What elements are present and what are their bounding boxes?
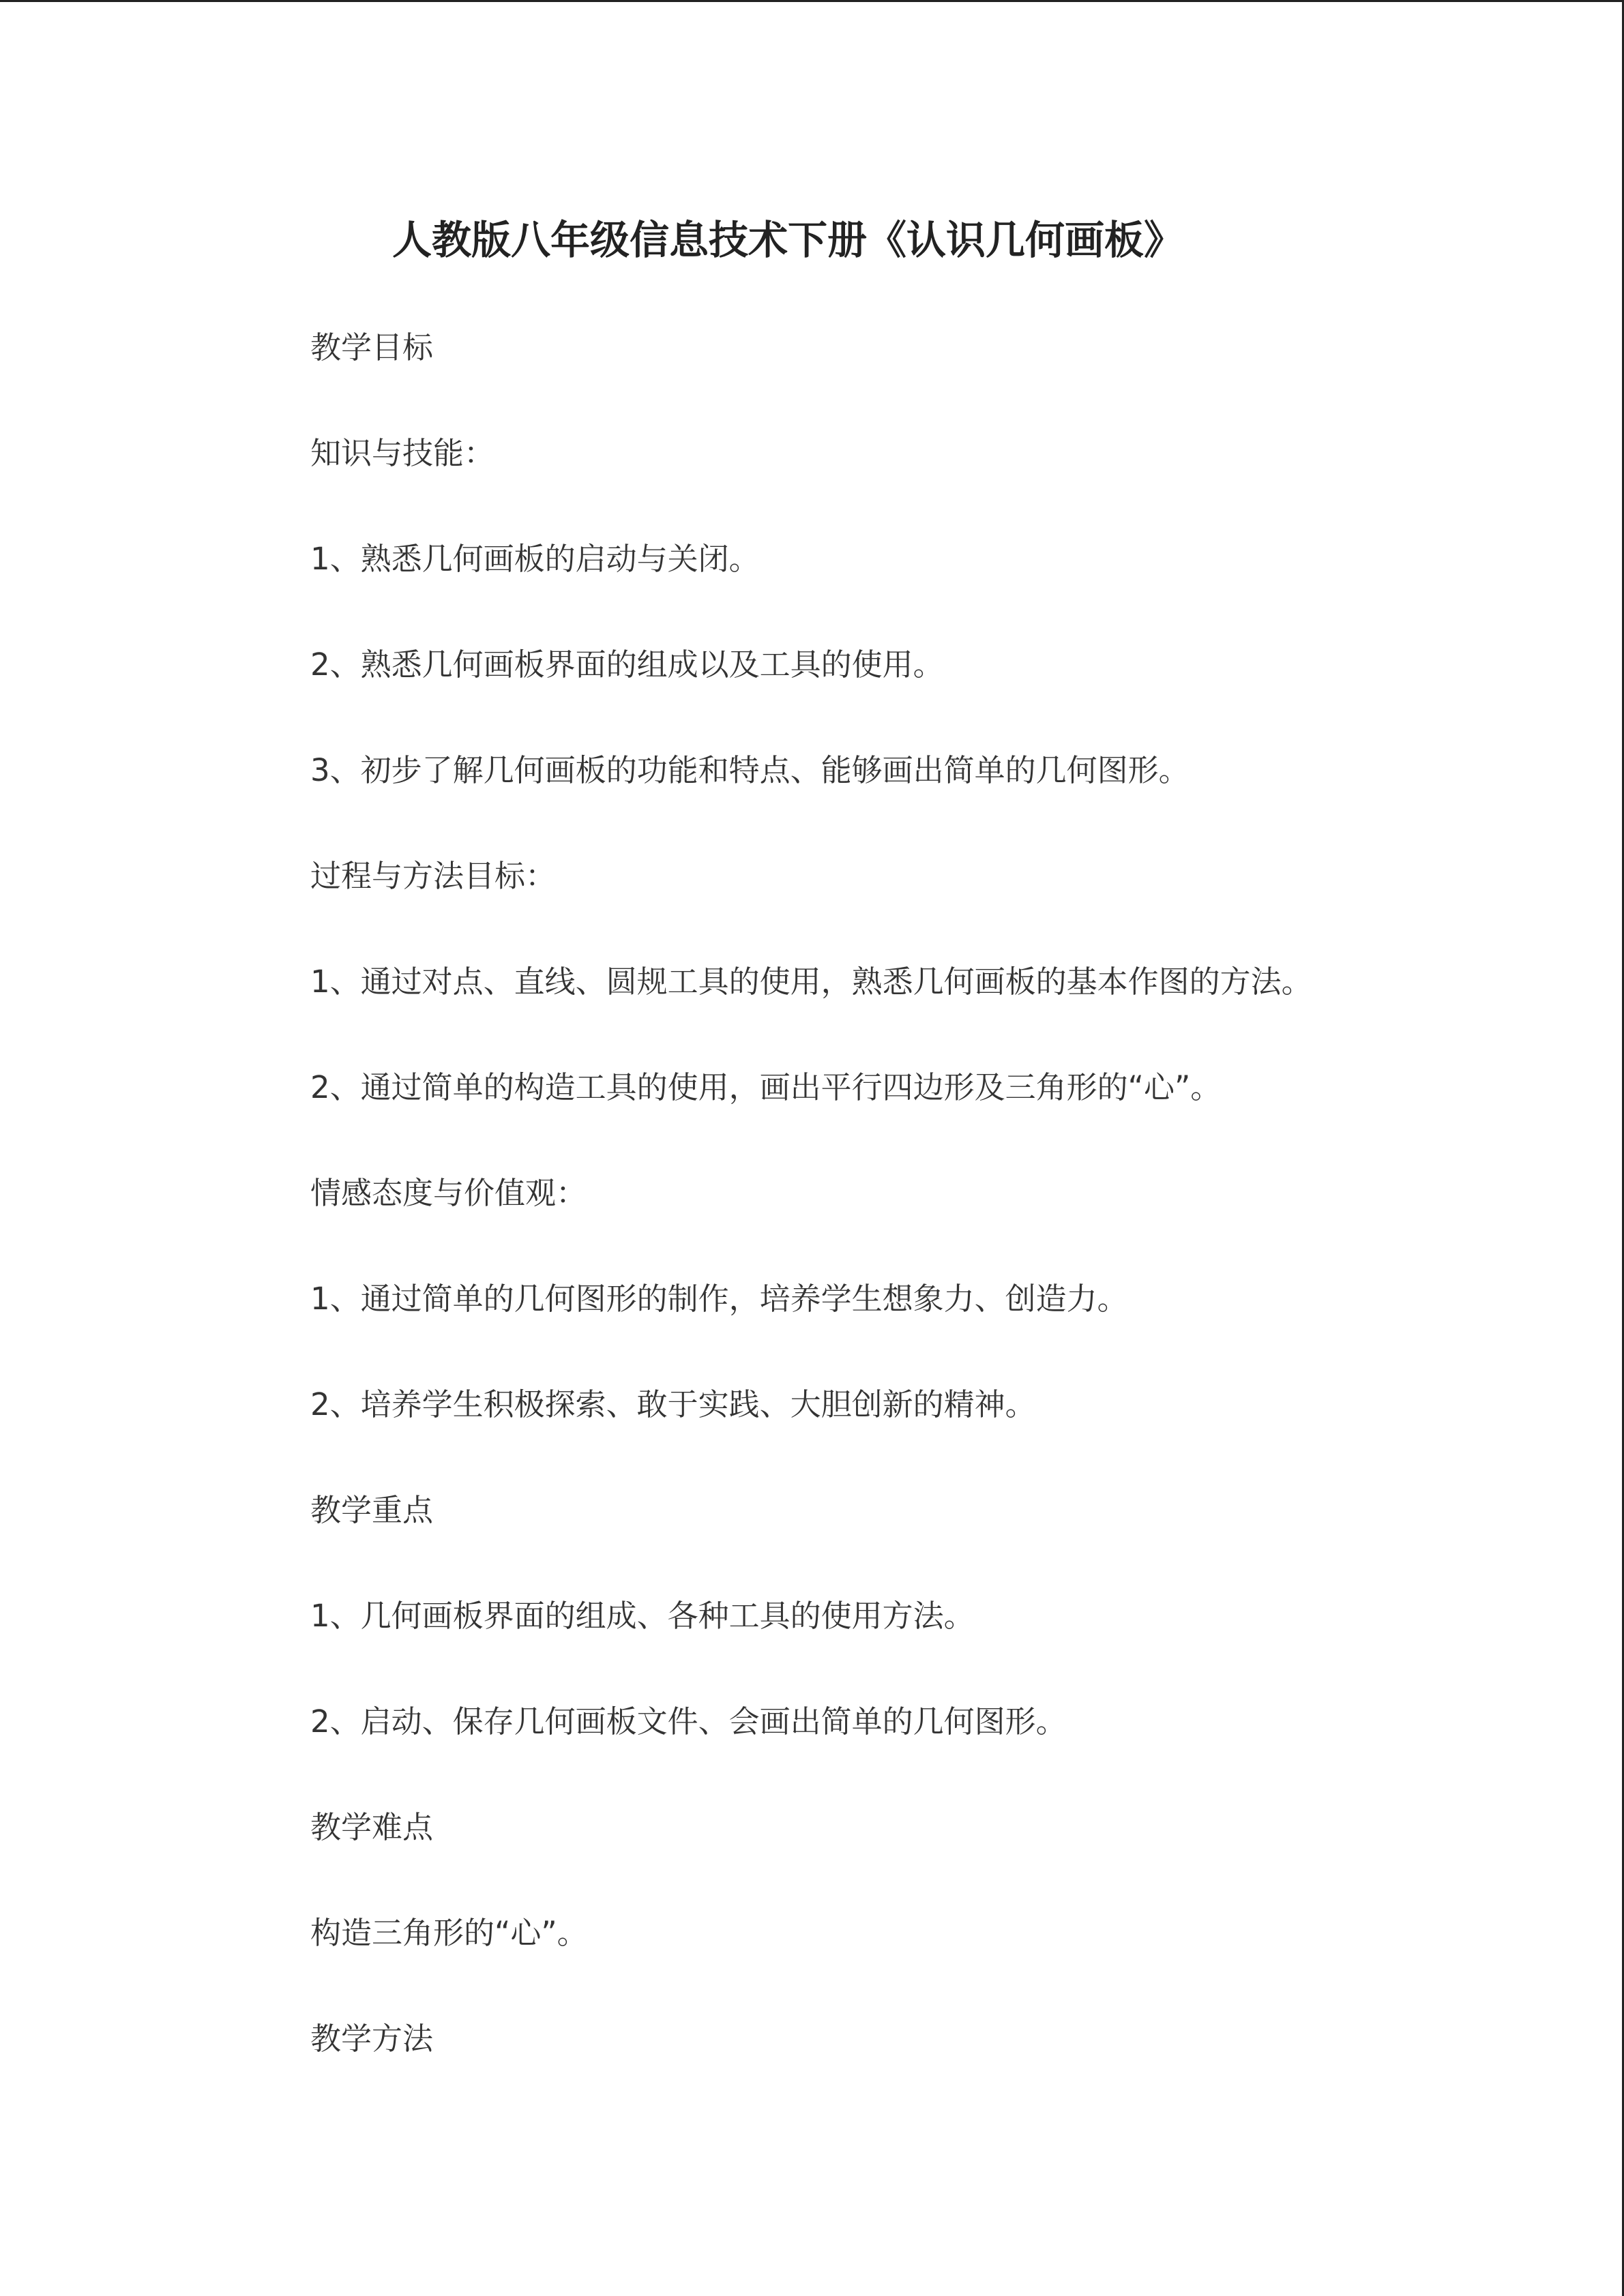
- emotion-item-1: 1、通过简单的几何图形的制作，培养学生想象力、创造力。: [310, 1281, 1128, 1317]
- key-point-item-1: 1、几何画板界面的组成、各种工具的使用方法。: [310, 1598, 975, 1634]
- heading-teaching-methods: 教学方法: [310, 2021, 434, 2057]
- knowledge-item-1: 1、熟悉几何画板的启动与关闭。: [310, 541, 760, 577]
- knowledge-item-3: 3、初步了解几何画板的功能和特点、能够画出简单的几何图形。: [310, 752, 1190, 788]
- subheading-emotion-values: 情感态度与价值观：: [310, 1175, 587, 1211]
- difficulty-item-1: 构造三角形的“心”。: [310, 1915, 588, 1951]
- document-title: 人教版八年级信息技术下册《认识几何画板》: [392, 217, 1183, 263]
- heading-teaching-goals: 教学目标: [310, 329, 434, 366]
- heading-key-points: 教学重点: [310, 1492, 434, 1528]
- process-item-1: 1、通过对点、直线、圆规工具的使用，熟悉几何画板的基本作图的方法。: [310, 964, 1312, 1000]
- knowledge-item-2: 2、熟悉几何画板界面的组成以及工具的使用。: [310, 646, 944, 683]
- process-item-2: 2、通过简单的构造工具的使用，画出平行四边形及三角形的“心”。: [310, 1069, 1222, 1105]
- emotion-item-2: 2、培养学生积极探索、敢于实践、大胆创新的精神。: [310, 1386, 1036, 1422]
- heading-difficulties: 教学难点: [310, 1809, 434, 1845]
- key-point-item-2: 2、启动、保存几何画板文件、会画出简单的几何图形。: [310, 1703, 1067, 1740]
- subheading-knowledge-skills: 知识与技能：: [310, 435, 495, 471]
- subheading-process-methods: 过程与方法目标：: [310, 858, 557, 894]
